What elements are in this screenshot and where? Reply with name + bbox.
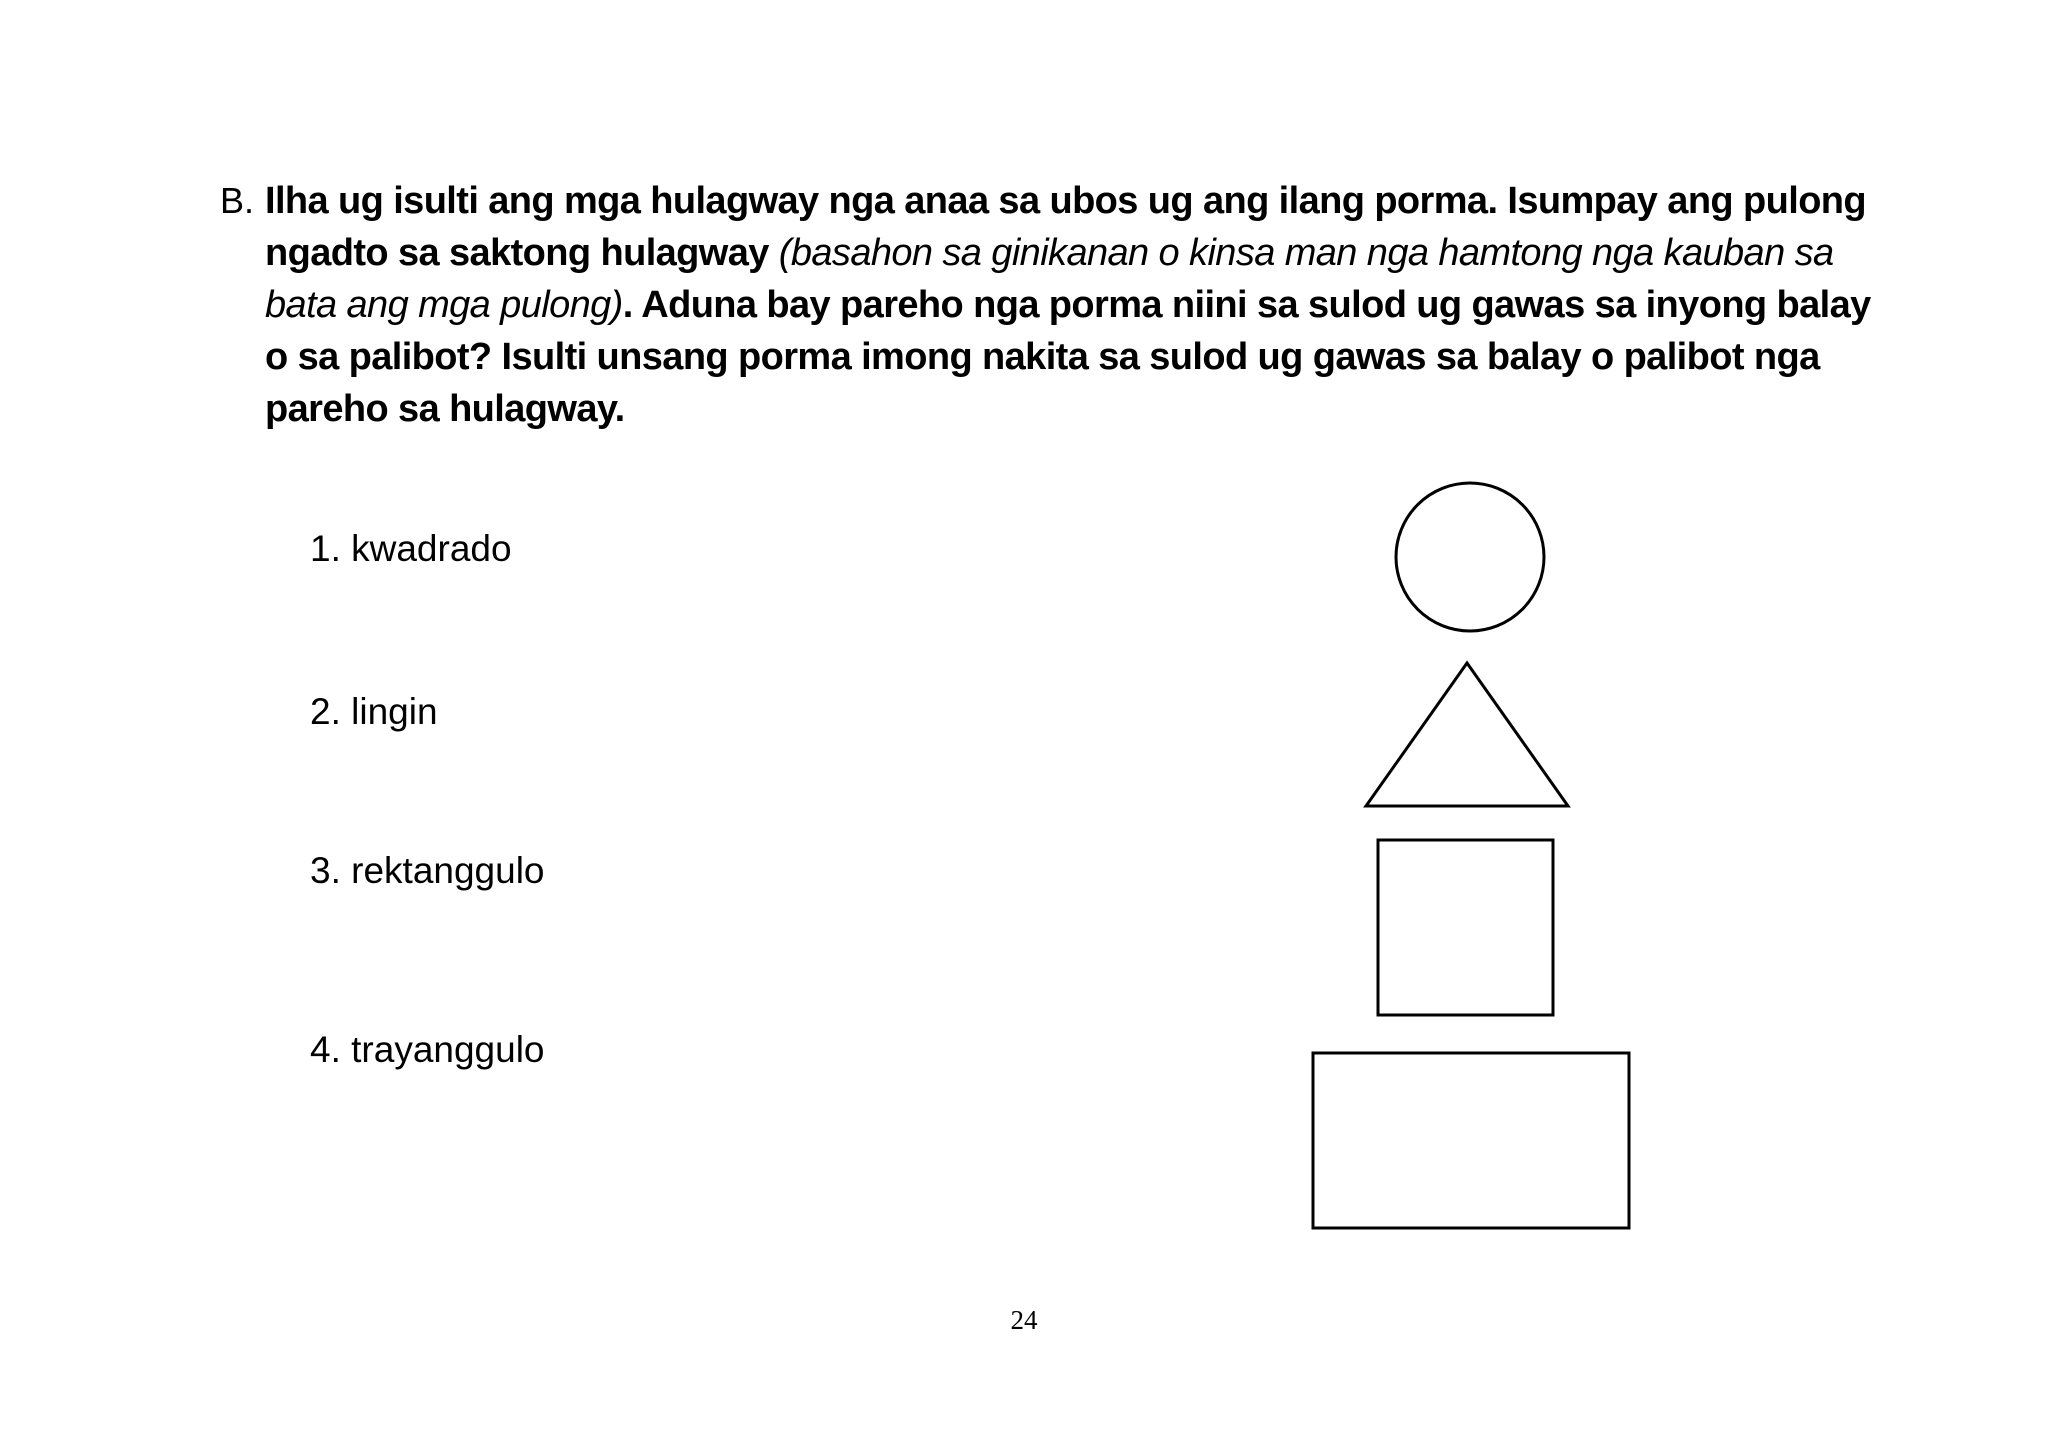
word-item-rektanggulo: 3. rektanggulo — [310, 850, 545, 891]
rectangle-shape — [1313, 1053, 1629, 1228]
instruction-part-3: . Aduna bay pareho nga porma niini sa sulod ug gawas sa inyong balay o sa palibot? Isulti unsang porma imong nakita sa sulod ug gawas sa balay o palibot nga pareho sa hulagway. — [265, 284, 1871, 430]
word-item-trayanggulo: 4. trayanggulo — [310, 1029, 545, 1070]
shapes-column — [1300, 470, 1700, 1250]
triangle-shape — [1366, 663, 1568, 806]
instruction-part-2-italic: (basahon sa ginikanan o kinsa man nga hamtong nga kauban sa bata ang mga pulong) — [265, 232, 1834, 326]
circle-shape — [1396, 483, 1544, 631]
square-shape — [1378, 840, 1553, 1015]
instruction-part-1: Ilha ug isulti ang mga hulagway nga anaa sa ubos ug ang ilang porma. Isumpay ang pulong ngadto sa saktong hulagway — [265, 180, 1867, 274]
page-number: 24 — [1010, 1305, 1038, 1335]
instruction-text — [265, 175, 1900, 435]
instruction-block — [220, 175, 1900, 435]
word-item-lingin: 2. lingin — [310, 691, 438, 732]
word-item-kwadrado: 1. kwadrado — [310, 528, 512, 569]
item-letter: B. — [220, 180, 255, 221]
